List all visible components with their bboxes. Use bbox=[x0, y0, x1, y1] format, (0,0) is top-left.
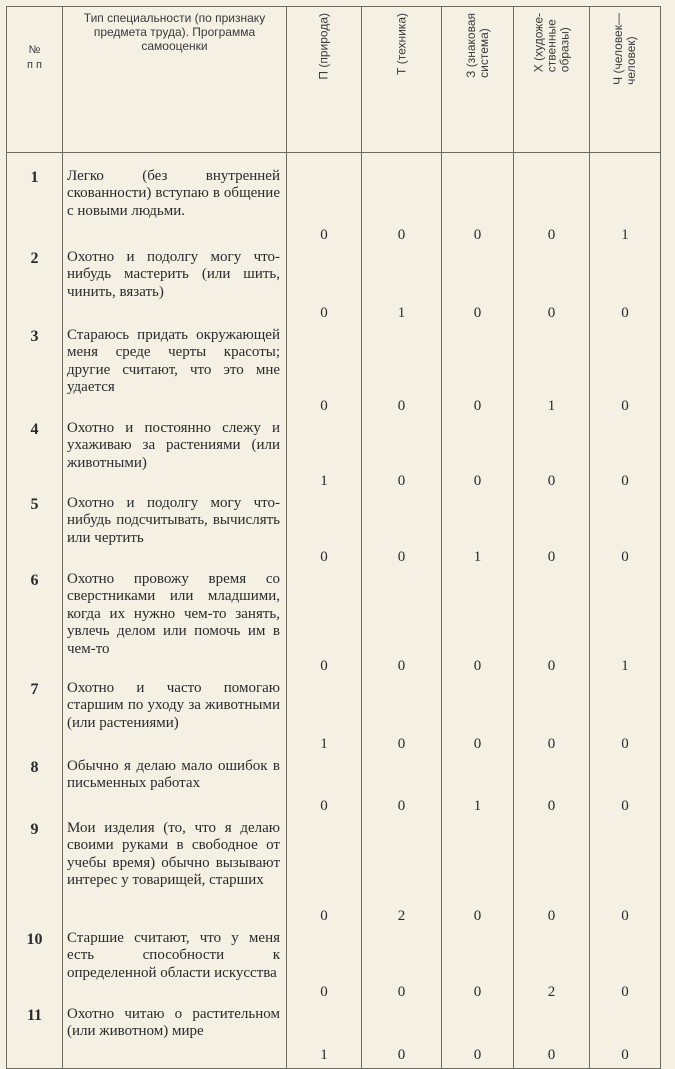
self-assessment-table bbox=[6, 6, 661, 1069]
table-row bbox=[7, 419, 661, 494]
row-score: 0 bbox=[362, 326, 442, 419]
row-score: 0 bbox=[590, 494, 661, 570]
row-number: 1 bbox=[7, 167, 63, 248]
row-statement: Охотно и часто помогаю старшим по уходу за животными (или растениями) bbox=[63, 679, 287, 757]
row-score: 0 bbox=[442, 419, 514, 494]
header-type-technology-label: Т (техника) bbox=[394, 13, 408, 75]
row-score: 0 bbox=[590, 326, 661, 419]
row-score: 0 bbox=[287, 819, 362, 929]
row-score: 0 bbox=[590, 679, 661, 757]
header-type-nature bbox=[287, 7, 362, 153]
table-row bbox=[7, 494, 661, 570]
row-score: 0 bbox=[442, 679, 514, 757]
row-statement: Охотно и постоянно слежу и ухаживаю за растениями (или животными) bbox=[63, 419, 287, 494]
row-number: 2 bbox=[7, 248, 63, 326]
table-row bbox=[7, 1005, 661, 1068]
header-type-art-label: Х (художе- ственные образы) bbox=[531, 13, 571, 73]
row-statement: Мои изделия (то, что я делаю своими руками в свободное от учебы время) обычно вызывают интерес у товарищей, старших bbox=[63, 819, 287, 929]
row-number: 3 bbox=[7, 326, 63, 419]
row-score: 1 bbox=[514, 326, 590, 419]
row-score: 0 bbox=[590, 248, 661, 326]
row-number: 7 bbox=[7, 679, 63, 757]
row-score: 0 bbox=[442, 167, 514, 248]
header-type-sign-system-label: З (знаковая система) bbox=[463, 13, 491, 78]
row-number: 5 bbox=[7, 494, 63, 570]
row-statement: Обычно я делаю мало ошибок в письменных работах bbox=[63, 757, 287, 819]
row-score: 1 bbox=[287, 419, 362, 494]
table-row bbox=[7, 248, 661, 326]
row-number: 6 bbox=[7, 570, 63, 679]
header-row bbox=[7, 7, 661, 153]
row-score: 0 bbox=[287, 757, 362, 819]
row-number: 9 bbox=[7, 819, 63, 929]
table-row bbox=[7, 929, 661, 1005]
row-score: 0 bbox=[362, 1005, 442, 1068]
row-score: 0 bbox=[514, 819, 590, 929]
table-row bbox=[7, 167, 661, 248]
row-score: 0 bbox=[362, 494, 442, 570]
row-score: 0 bbox=[590, 929, 661, 1005]
row-score: 0 bbox=[362, 679, 442, 757]
row-score: 0 bbox=[287, 326, 362, 419]
row-score: 0 bbox=[442, 326, 514, 419]
row-score: 2 bbox=[514, 929, 590, 1005]
row-score: 2 bbox=[362, 819, 442, 929]
row-score: 0 bbox=[362, 419, 442, 494]
table-row bbox=[7, 819, 661, 929]
header-number-label: № п п bbox=[27, 44, 42, 71]
row-score: 0 bbox=[442, 248, 514, 326]
header-type-technology bbox=[362, 7, 442, 153]
row-score: 0 bbox=[590, 819, 661, 929]
header-number bbox=[7, 7, 63, 153]
row-score: 0 bbox=[287, 929, 362, 1005]
table-row bbox=[7, 757, 661, 819]
row-score: 0 bbox=[442, 1005, 514, 1068]
row-score: 0 bbox=[514, 757, 590, 819]
table-row bbox=[7, 326, 661, 419]
row-score: 1 bbox=[362, 248, 442, 326]
row-score: 0 bbox=[442, 929, 514, 1005]
row-score: 1 bbox=[590, 570, 661, 679]
row-score: 0 bbox=[362, 167, 442, 248]
row-score: 1 bbox=[590, 167, 661, 248]
row-score: 1 bbox=[442, 494, 514, 570]
table-body bbox=[7, 167, 661, 1068]
row-score: 0 bbox=[514, 248, 590, 326]
row-score: 0 bbox=[287, 570, 362, 679]
row-score: 0 bbox=[362, 929, 442, 1005]
row-number: 8 bbox=[7, 757, 63, 819]
row-statement: Легко (без внутренней скованности) вступаю в общение с новыми людьми. bbox=[63, 167, 287, 248]
row-score: 0 bbox=[287, 494, 362, 570]
row-score: 0 bbox=[442, 819, 514, 929]
header-type-human-label: Ч (человек— человек) bbox=[611, 13, 638, 85]
table-row bbox=[7, 679, 661, 757]
row-statement: Стараюсь придать окружающей меня среде черты красоты; другие считают, что это мне удается bbox=[63, 326, 287, 419]
row-score: 0 bbox=[287, 167, 362, 248]
header-type-nature-label: П (природа) bbox=[316, 13, 331, 80]
row-score: 1 bbox=[287, 679, 362, 757]
row-statement: Охотно провожу время со сверстниками или младшими, когда их нужно чем-то занять, увлечь делом или помочь им в чем-то bbox=[63, 570, 287, 679]
row-number: 10 bbox=[7, 929, 63, 1005]
row-score: 0 bbox=[514, 1005, 590, 1068]
header-type-sign-system bbox=[442, 7, 514, 153]
row-number: 11 bbox=[7, 1005, 63, 1068]
table-row bbox=[7, 570, 661, 679]
row-statement: Охотно и подолгу могу что-нибудь мастерить (или шить, чинить, вязать) bbox=[63, 248, 287, 326]
row-score: 0 bbox=[514, 419, 590, 494]
row-score: 0 bbox=[362, 570, 442, 679]
row-score: 0 bbox=[514, 570, 590, 679]
header-type-human bbox=[590, 7, 661, 153]
row-score: 0 bbox=[590, 1005, 661, 1068]
row-score: 0 bbox=[287, 248, 362, 326]
row-statement: Охотно читаю о растительном (или животном) мире bbox=[63, 1005, 287, 1068]
header-type-art bbox=[514, 7, 590, 153]
row-score: 0 bbox=[514, 167, 590, 248]
row-score: 0 bbox=[590, 419, 661, 494]
row-score: 0 bbox=[362, 757, 442, 819]
row-score: 0 bbox=[442, 570, 514, 679]
row-score: 0 bbox=[514, 679, 590, 757]
row-statement: Старшие считают, что у меня есть способности к определенной области искусства bbox=[63, 929, 287, 1005]
row-score: 1 bbox=[287, 1005, 362, 1068]
row-score: 0 bbox=[590, 757, 661, 819]
header-description: Тип специальности (по признаку предмета труда). Программа самооценки bbox=[63, 7, 287, 153]
row-statement: Охотно и подолгу могу что-нибудь подсчитывать, вычислять или чертить bbox=[63, 494, 287, 570]
row-number: 4 bbox=[7, 419, 63, 494]
row-score: 1 bbox=[442, 757, 514, 819]
row-score: 0 bbox=[514, 494, 590, 570]
